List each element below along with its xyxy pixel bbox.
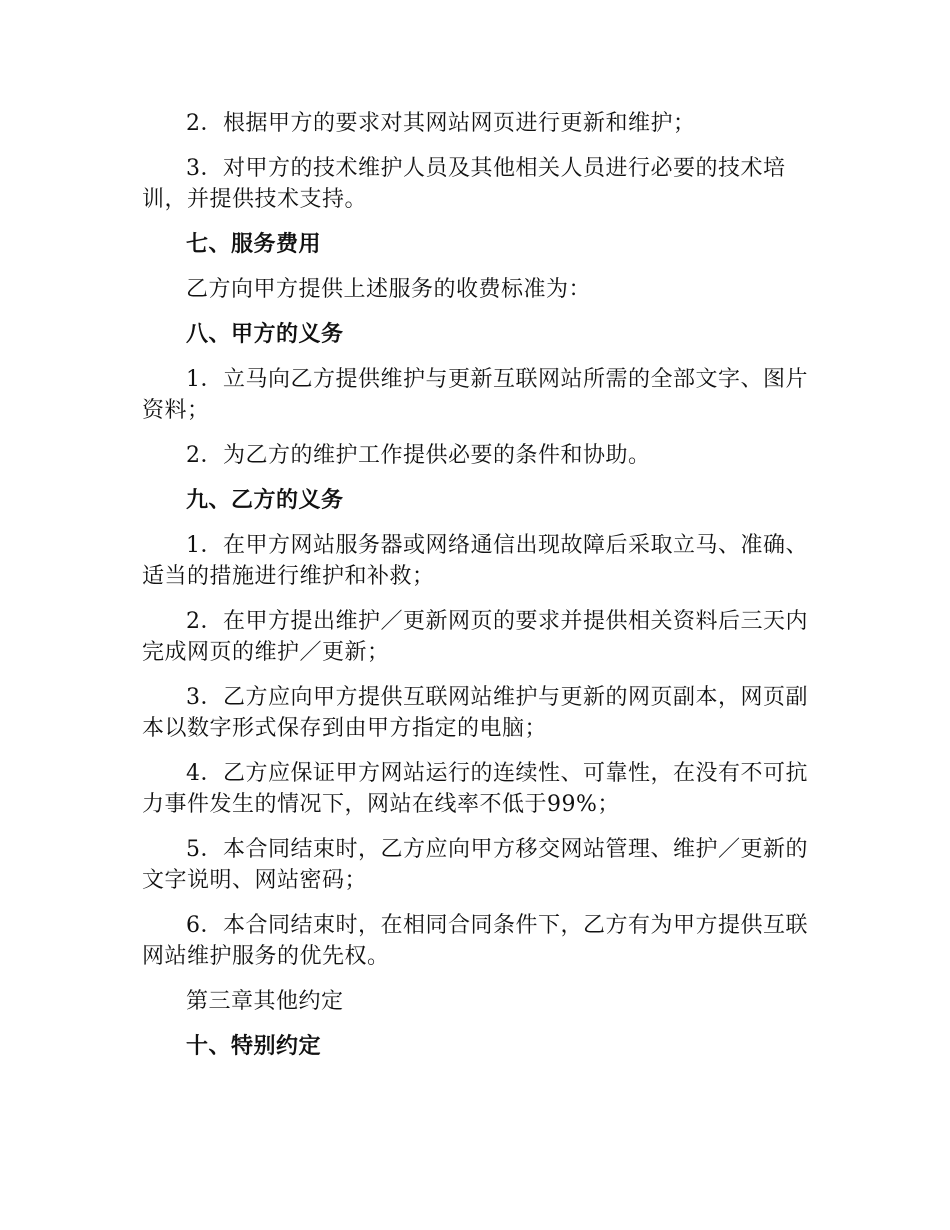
section-heading-party-a-obligations: 八、甲方的义务	[186, 322, 344, 347]
chapter-3-title: 第三章其他约定	[186, 989, 344, 1014]
section-heading-party-b-obligations: 九、乙方的义务	[186, 488, 344, 513]
party-b-obligation-3: 3．乙方应向甲方提供互联网站维护与更新的网页副本，网页副本以数字形式保存到由甲方指定的电脑；	[142, 685, 808, 741]
section-heading-special-agreement: 十、特别约定	[186, 1034, 322, 1059]
party-b-obligation-5: 5．本合同结束时，乙方应向甲方移交网站管理、维护／更新的文字说明、网站密码；	[142, 837, 808, 893]
party-a-obligation-1: 1．立马向乙方提供维护与更新互联网站所需的全部文字、图片资料；	[142, 367, 808, 423]
section-heading-service-fees: 七、服务费用	[186, 232, 322, 257]
service-fee-standard: 乙方向甲方提供上述服务的收费标准为：	[186, 277, 592, 302]
party-a-obligation-2: 2．为乙方的维护工作提供必要的条件和协助。	[186, 443, 651, 468]
party-b-obligation-4: 4．乙方应保证甲方网站运行的连续性、可靠性，在没有不可抗力事件发生的情况下，网站在线率不低于99%；	[142, 761, 808, 817]
party-b-obligation-6: 6．本合同结束时，在相同合同条件下，乙方有为甲方提供互联网站维护服务的优先权。	[142, 913, 808, 969]
document-body	[142, 108, 812, 1076]
clause-3-technical-training: 3．对甲方的技术维护人员及其他相关人员进行必要的技术培训，并提供技术支持。	[142, 156, 786, 212]
party-b-obligation-1: 1．在甲方网站服务器或网络通信出现故障后采取立马、准确、适当的措施进行维护和补救；	[142, 533, 808, 589]
party-b-obligation-2: 2．在甲方提出维护／更新网页的要求并提供相关资料后三天内完成网页的维护／更新；	[142, 609, 808, 665]
clause-2-update-maintenance: 2．根据甲方的要求对其网站网页进行更新和维护；	[186, 111, 696, 136]
